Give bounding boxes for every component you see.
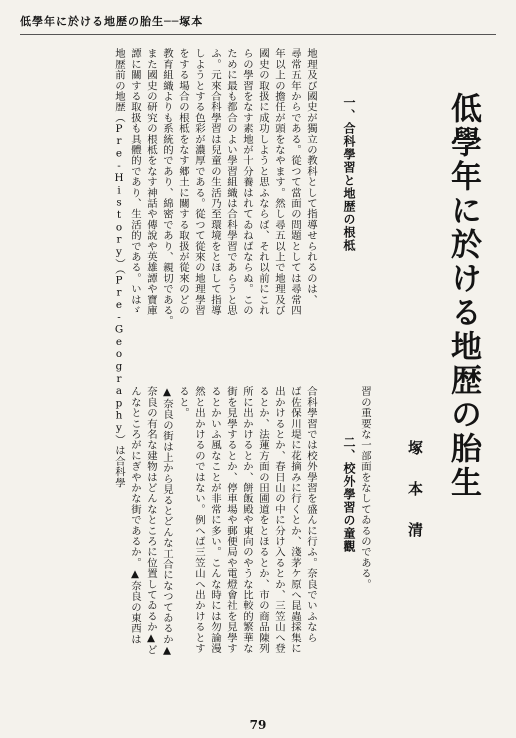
- section-1-continuation: 習の重要な一部面をなしてゐるのである。: [359, 386, 371, 590]
- section-2-line: 合科學習では校外學習を盛んに行ふ。奈良でいふなら: [305, 386, 317, 643]
- section-2-heading: 二、校外學習の童觀: [342, 436, 356, 553]
- section-1-line: 地歴前の地歴（Pre-History）（Pre-Geography）は合科學: [113, 48, 125, 488]
- section-2-line: 街を見學するとか、停車場や郵便局や電燈會社を見學す: [225, 386, 237, 654]
- section-2-line: 然と出かけるのではない。例へば三笠山へ出かけるとす: [193, 386, 205, 654]
- section-2-line: 出かけるとか、春日山の中に分け入るとか、三笠山へ登: [273, 386, 285, 654]
- section-1-line: らの學習をなす素地が十分養はれてゐねばならぬ。この: [241, 48, 253, 316]
- section-1-line: をする場合の根柢をなす郷土に關する取扱が從來のどの: [177, 48, 189, 316]
- section-1-line: また國史の研究の根柢をなす神話や傳說や英雄譚や寶庫: [145, 48, 157, 316]
- article-author: 塚本清: [406, 440, 424, 563]
- section-1-line: 國史の取扱に成功しようと思ふならば、それ以前にこれ: [257, 48, 269, 316]
- section-1-line: ために最も都合のよい學習組織は合科學習であらうと思: [225, 48, 237, 316]
- section-2-line: 奈良の有名な建物はどんなところに位置してゐるか▲ど: [145, 386, 157, 656]
- article-title: 低學年に於ける地歴の胎生: [445, 92, 481, 500]
- section-2-line: ▲奈良の街は上から見るとどんな工合になつてゐるか▲: [161, 386, 173, 657]
- section-2-line: ると。: [177, 386, 189, 419]
- section-1-line: 地理及び國史が獨立の教科として指導せられるのは、: [305, 48, 317, 305]
- running-header: 低學年に於ける地歴の胎生──塚本: [20, 15, 204, 28]
- section-1-line: 教育組織よりも系統的であり、綿密であり、親切である。: [161, 48, 173, 327]
- section-2-line: るとかいふ風なことが非常に多い。こんな時には勿論漫: [209, 386, 221, 654]
- page-number: 79: [249, 718, 267, 732]
- section-1-line: しようとする色彩が濃厚である。從つて從來の地理學習: [193, 48, 205, 316]
- header-rule: [20, 34, 496, 35]
- section-1-heading: 一、合科學習と地歴の根柢: [342, 96, 356, 252]
- section-2-line: ば佐保川堤に花摘みに行くとか、淺茅ケ原へ昆蟲採集に: [289, 386, 301, 654]
- section-1-line: 年以上の擔任が頭をなやます。然し尋五以上で地理及び: [273, 48, 285, 316]
- section-2-line: るとか、法蓮方面の田圃道をとほるとか、市の商品陳列: [257, 386, 269, 654]
- section-2-line: んなところがにぎやかな街であるか。▲奈良の東西は: [129, 386, 141, 645]
- section-2-line: 所に出かけるとか、餅飯殿や東向のやうな比較的繁華な: [241, 386, 253, 654]
- section-1-line: ふ。元來合科學習は兒童の生活乃至環境をとほして指導: [209, 48, 221, 316]
- section-1-line: 尋常五年からである。從つて當面の問題としては尋常四: [289, 48, 301, 316]
- section-1-line: 譚に關する取扱も具體的であり、生活的である。いはゞ: [129, 48, 141, 316]
